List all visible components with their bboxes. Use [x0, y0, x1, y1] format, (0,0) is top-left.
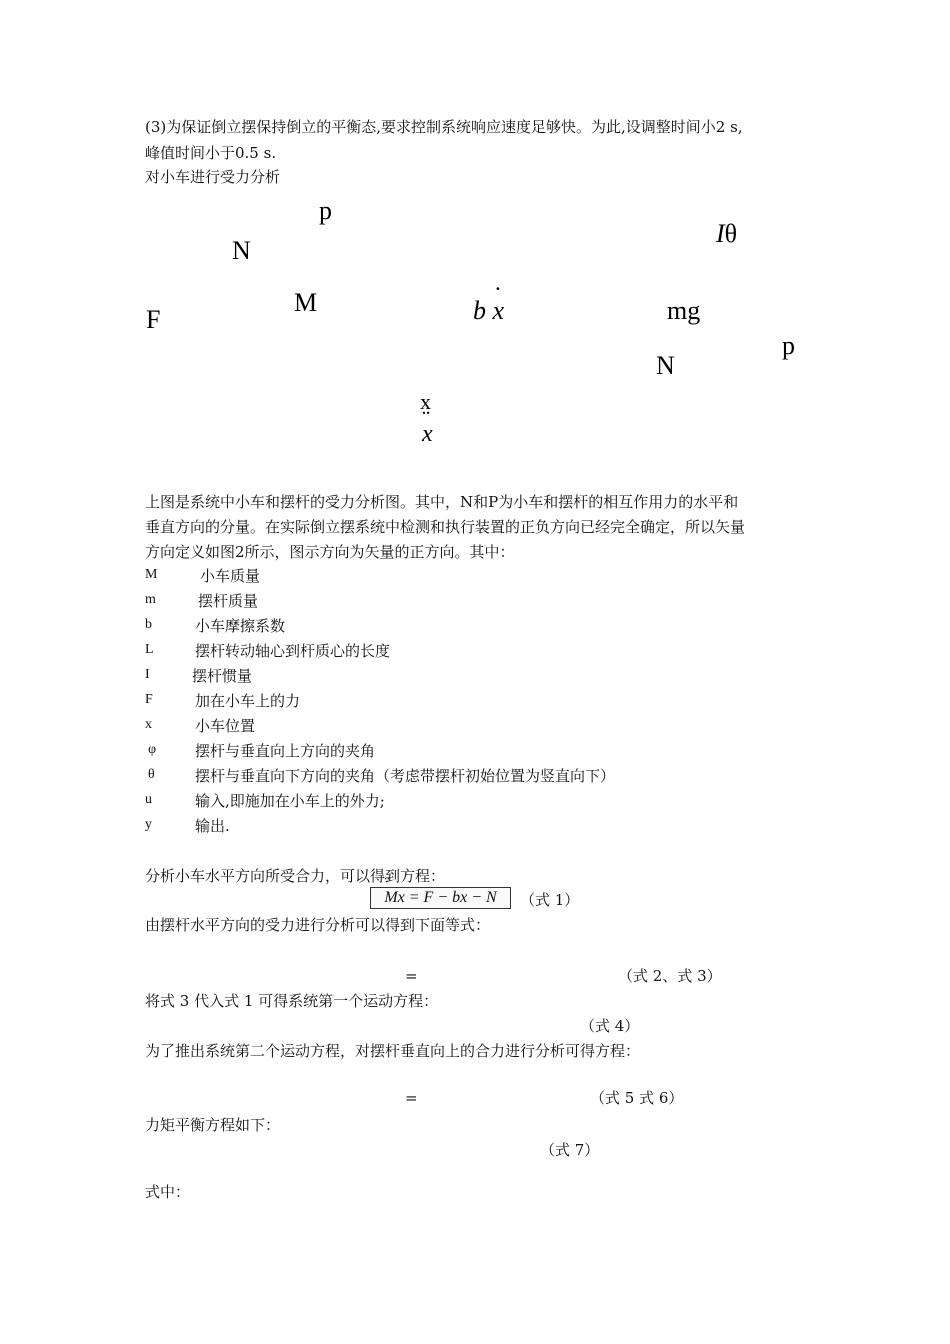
- def-symbol: L: [145, 642, 154, 657]
- analysis-horizontal-text: 分析小车水平方向所受合力，可以得到方程：: [145, 867, 446, 885]
- equation-1-image: ¨ Mx = F − bx − N: [370, 887, 511, 909]
- diagram-label-gravity: mg: [667, 296, 701, 325]
- analysis-torque-text: 力矩平衡方程如下：: [145, 1116, 281, 1134]
- equation-4-label: （式 4）: [580, 1017, 640, 1035]
- analysis-where-text: 式中：: [145, 1183, 191, 1201]
- para-line-1: 上图是系统中小车和摆杆的受力分析图。其中，N和P为小车和摆杆的相互作用力的水平和: [145, 493, 739, 511]
- analysis-pendulum-text: 由摆杆水平方向的受力进行分析可以得到下面等式：: [145, 916, 491, 934]
- equation-5-6-label: （式 5 式 6）: [590, 1089, 684, 1107]
- def-symbol: m: [145, 592, 156, 607]
- diagram-label-friction: b ˙ x: [473, 296, 504, 326]
- analysis-second-text: 为了推出系统第二个运动方程，对摆杆垂直向上的合力进行分析可得方程：: [145, 1042, 641, 1060]
- def-symbol: x: [145, 717, 152, 732]
- equation-1-label: （式 1）: [520, 891, 580, 909]
- diagram-label-n-right: N: [656, 351, 675, 380]
- def-symbol: M: [145, 567, 158, 582]
- def-symbol: y: [145, 817, 152, 832]
- def-description: 加在小车上的力: [195, 692, 301, 710]
- diagram-label-acceleration: ¨ x: [422, 421, 433, 448]
- def-description: 小车摩擦系数: [195, 617, 286, 635]
- diagram-label-n-left: N: [232, 236, 251, 265]
- def-symbol: F: [145, 692, 153, 707]
- def-description: 摆杆与垂直向下方向的夹角（考虑带摆杆初始位置为竖直向下）: [195, 767, 616, 785]
- def-description: 小车质量: [200, 567, 261, 585]
- def-description: 小车位置: [195, 717, 256, 735]
- analysis-substitute-text: 将式 3 代入式 1 可得系统第一个运动方程：: [145, 992, 439, 1010]
- def-description: 摆杆惯量: [192, 667, 253, 685]
- diagram-label-inertia: Iθ: [716, 219, 738, 248]
- intro-line-2: 峰值时间小于0.5 s.: [145, 144, 277, 162]
- para-line-2: 垂直方向的分量。在实际倒立摆系统中检测和执行装置的正负方向已经完全确定，所以矢量: [145, 518, 746, 536]
- def-symbol: I: [145, 667, 150, 682]
- equation-2-3-label: （式 2、式 3）: [618, 967, 722, 985]
- intro-line-3: 对小车进行受力分析: [145, 168, 281, 186]
- diagram-label-force: F: [146, 305, 161, 334]
- def-description: 输出.: [195, 817, 230, 835]
- def-symbol: φ: [148, 742, 157, 757]
- equation-7-label: （式 7）: [540, 1141, 600, 1159]
- def-symbol: u: [145, 792, 152, 807]
- equation-5-6-equals: =: [405, 1089, 418, 1107]
- diagram-label-cart-mass: M: [294, 288, 318, 317]
- para-line-3: 方向定义如图2所示，图示方向为矢量的正方向。其中：: [145, 543, 515, 561]
- def-description: 摆杆与垂直向上方向的夹角: [195, 742, 376, 760]
- intro-line-1: (3)为保证倒立摆保持倒立的平衡态,要求控制系统响应速度足够快。为此,设调整时间小2 s,: [145, 118, 743, 136]
- diagram-label-position: x: [420, 389, 431, 414]
- def-description: 摆杆质量: [198, 592, 259, 610]
- equation-2-3-equals: =: [405, 967, 418, 985]
- def-description: 摆杆转动轴心到杆质心的长度: [195, 642, 391, 660]
- def-symbol: b: [145, 617, 152, 632]
- def-symbol: θ: [148, 767, 155, 782]
- diagram-label-p-top: p: [319, 196, 332, 225]
- def-description: 输入,即施加在小车上的外力;: [195, 792, 385, 810]
- diagram-label-p-right: p: [782, 331, 795, 360]
